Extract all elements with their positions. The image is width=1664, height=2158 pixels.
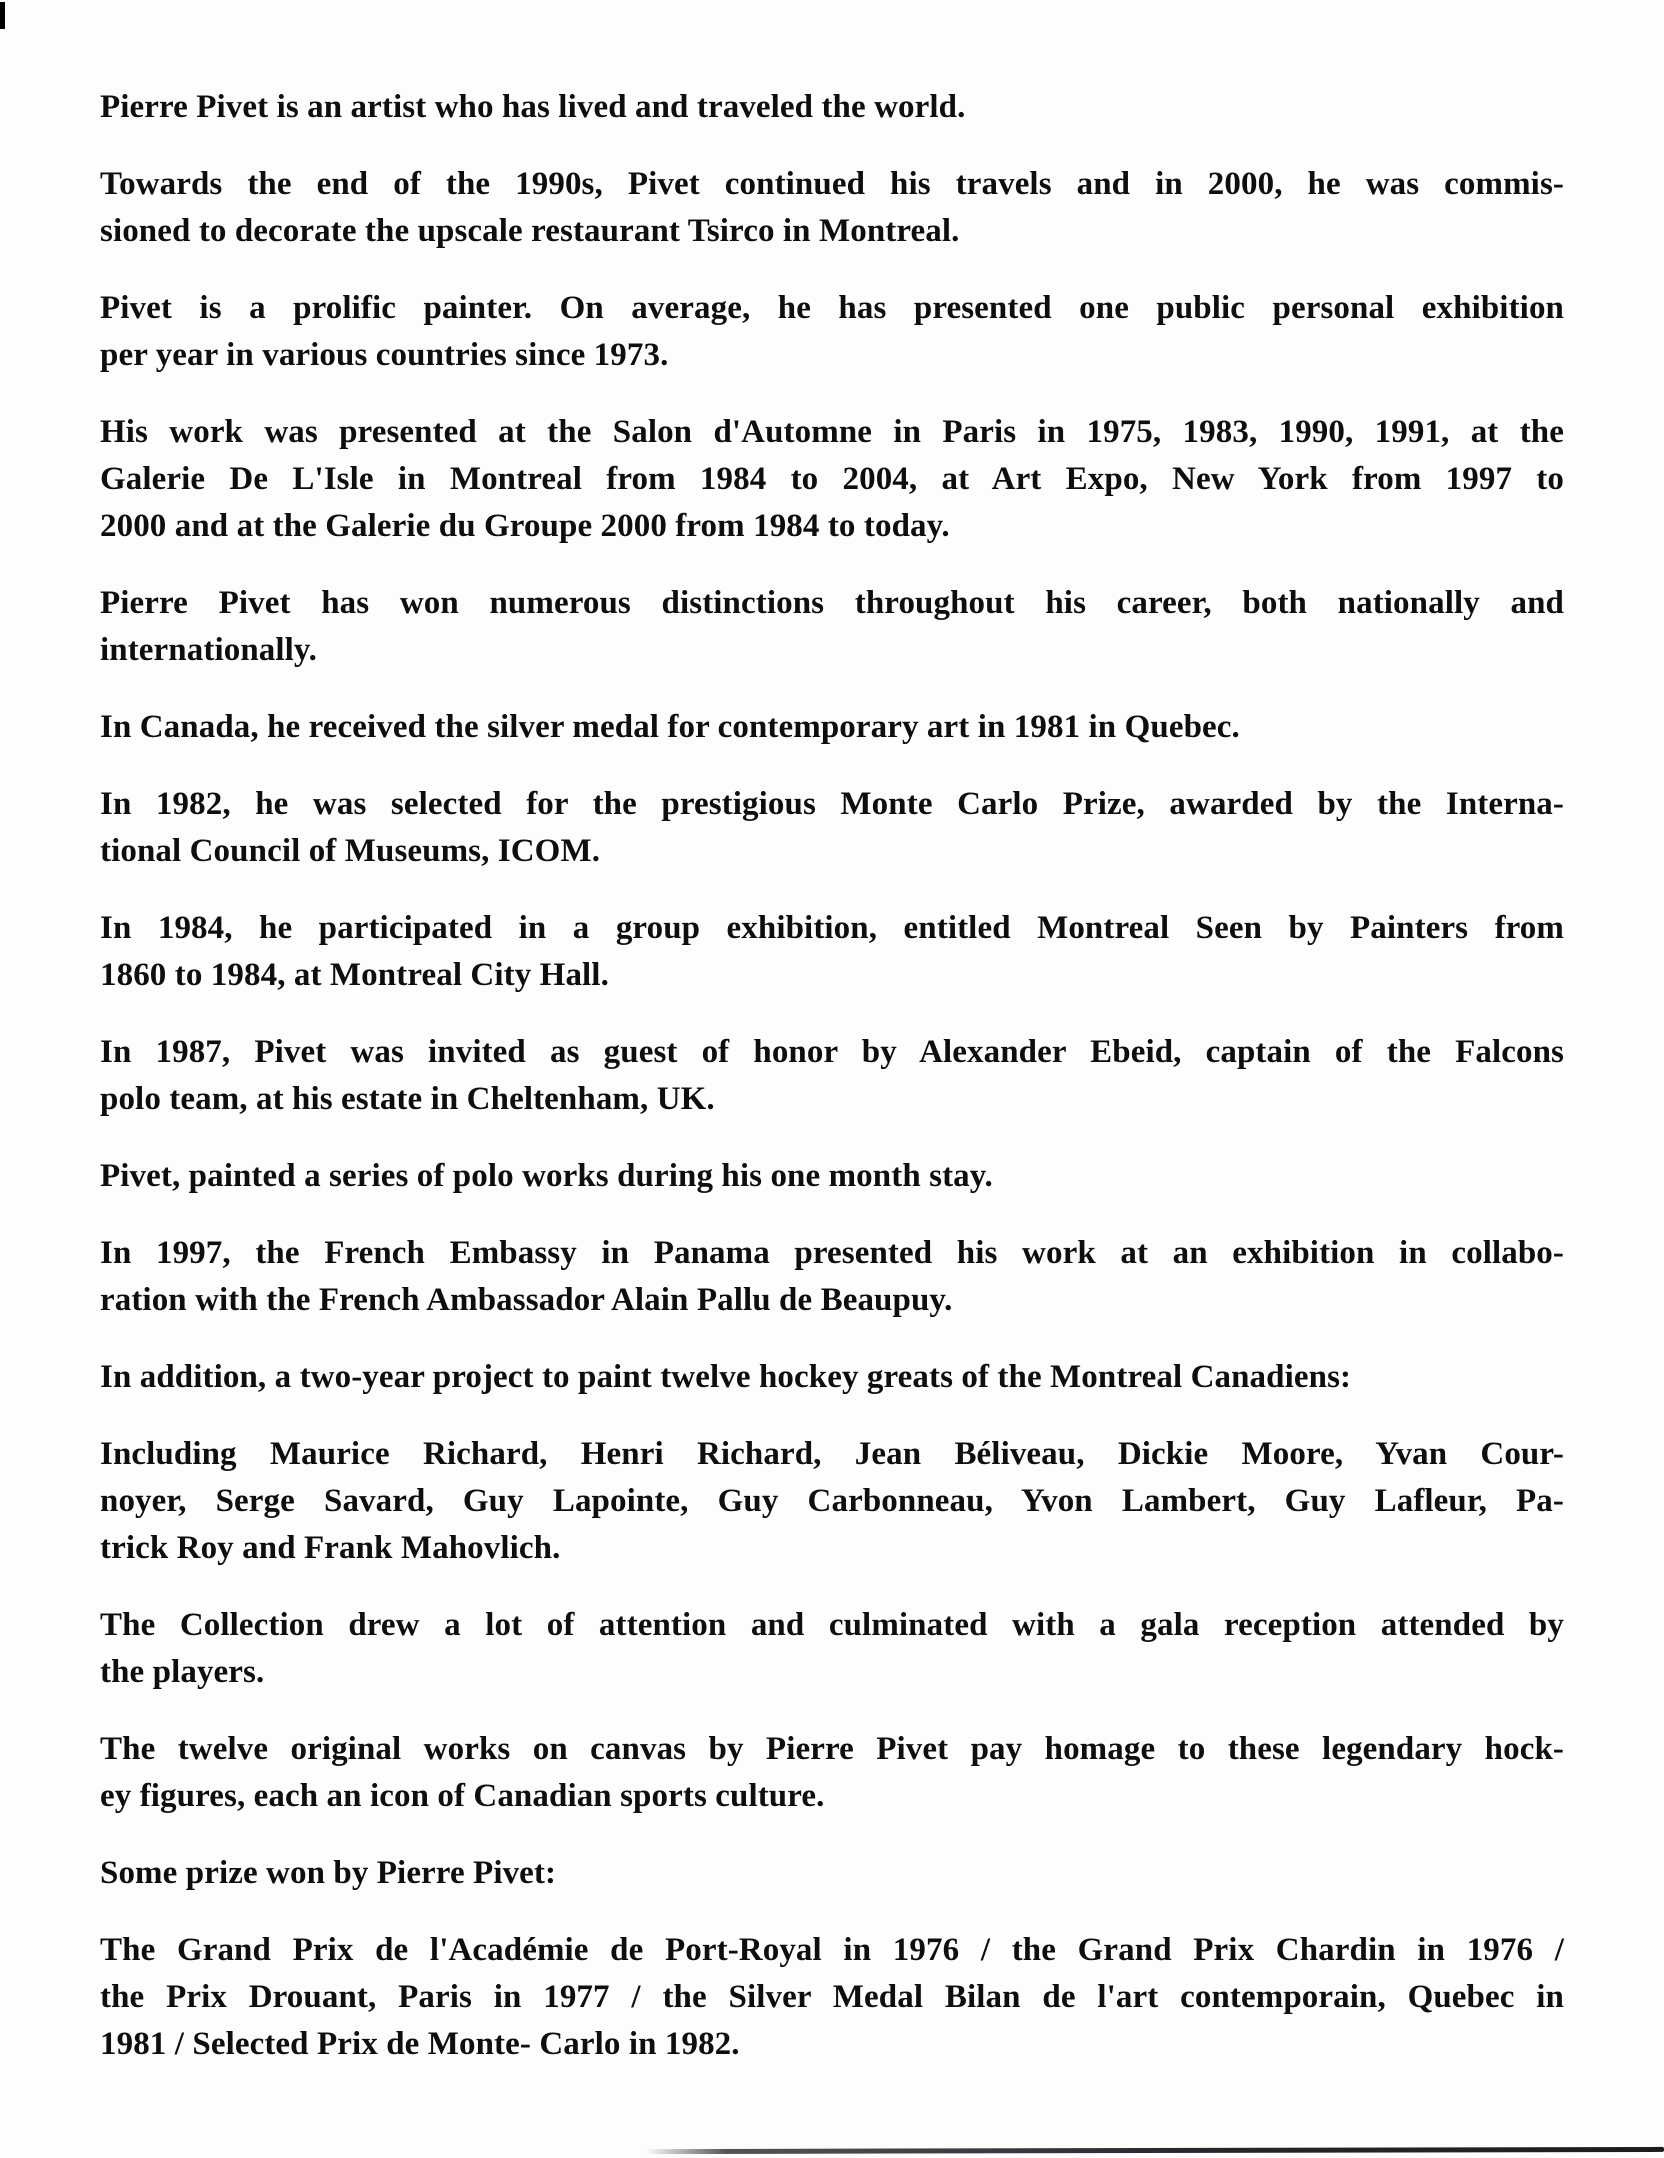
text-line: In 1997, the French Embassy in Panama presented his work at an exhibition in collabo- <box>100 1235 1564 1271</box>
text-line: tional Council of Museums, ICOM. <box>100 833 601 869</box>
text-line: Some prize won by Pierre Pivet: <box>100 1855 557 1891</box>
text-line: polo team, at his estate in Cheltenham, UK. <box>100 1081 715 1117</box>
text-line: noyer, Serge Savard, Guy Lapointe, Guy Carbonneau, Yvon Lambert, Guy Lafleur, Pa- <box>100 1483 1564 1519</box>
text-line: trick Roy and Frank Mahovlich. <box>100 1530 561 1566</box>
text-line: 2000 and at the Galerie du Groupe 2000 from 1984 to today. <box>100 508 950 544</box>
document-text <box>100 84 1564 2098</box>
text-line: internationally. <box>100 632 318 668</box>
text-line: The Collection drew a lot of attention and culminated with a gala reception attended by <box>100 1607 1564 1643</box>
scan-artifact-top-left-mark <box>0 2 5 29</box>
text-line: 1981 / Selected Prix de Monte- Carlo in 1982. <box>100 2026 740 2062</box>
text-line: In 1982, he was selected for the prestigious Monte Carlo Prize, awarded by the Interna- <box>100 786 1564 822</box>
paragraph <box>100 161 1564 255</box>
paragraph <box>100 580 1564 674</box>
paragraph <box>100 1354 1564 1401</box>
text-line: sioned to decorate the upscale restaurant Tsirco in Montreal. <box>100 213 960 249</box>
paragraph <box>100 1230 1564 1324</box>
paragraph <box>100 1153 1564 1200</box>
paragraph <box>100 905 1564 999</box>
text-line: In Canada, he received the silver medal for contemporary art in 1981 in Quebec. <box>100 709 1240 745</box>
text-line: Galerie De L'Isle in Montreal from 1984 to 2004, at Art Expo, New York from 1997 to <box>100 461 1564 497</box>
paragraph <box>100 704 1564 751</box>
paragraph <box>100 1850 1564 1897</box>
text-line: Pivet is a prolific painter. On average, he has presented one public personal exhibition <box>100 290 1564 326</box>
text-line: His work was presented at the Salon d'Automne in Paris in 1975, 1983, 1990, 1991, at the <box>100 414 1564 450</box>
paragraph <box>100 1029 1564 1123</box>
text-line: In 1987, Pivet was invited as guest of honor by Alexander Ebeid, captain of the Falcons <box>100 1034 1564 1070</box>
text-line: ration with the French Ambassador Alain Pallu de Beaupuy. <box>100 1282 953 1318</box>
text-line: In addition, a two-year project to paint twelve hockey greats of the Montreal Canadiens: <box>100 1359 1352 1395</box>
text-line: In 1984, he participated in a group exhibition, entitled Montreal Seen by Painters from <box>100 910 1564 946</box>
paragraph <box>100 1602 1564 1696</box>
text-line: Towards the end of the 1990s, Pivet continued his travels and in 2000, he was commis- <box>100 166 1564 202</box>
text-line: ey figures, each an icon of Canadian sports culture. <box>100 1778 825 1814</box>
paragraph <box>100 1431 1564 1572</box>
paragraph <box>100 285 1564 379</box>
paragraph <box>100 1726 1564 1820</box>
text-line: per year in various countries since 1973. <box>100 337 669 373</box>
text-line: The twelve original works on canvas by Pierre Pivet pay homage to these legendary hock- <box>100 1731 1564 1767</box>
paragraph <box>100 781 1564 875</box>
paragraph <box>100 409 1564 550</box>
scan-artifact-bottom-edge-line <box>645 2147 1664 2154</box>
text-line: the players. <box>100 1654 265 1690</box>
text-line: Pivet, painted a series of polo works during his one month stay. <box>100 1158 993 1194</box>
paragraph <box>100 1927 1564 2068</box>
text-line: Pierre Pivet has won numerous distinctions throughout his career, both nationally and <box>100 585 1564 621</box>
text-line: Pierre Pivet is an artist who has lived and traveled the world. <box>100 89 966 125</box>
text-line: 1860 to 1984, at Montreal City Hall. <box>100 957 609 993</box>
text-line: Including Maurice Richard, Henri Richard, Jean Béliveau, Dickie Moore, Yvan Cour- <box>100 1436 1564 1472</box>
text-line: The Grand Prix de l'Académie de Port-Royal in 1976 / the Grand Prix Chardin in 1976 / <box>100 1932 1564 1968</box>
paragraph <box>100 84 1564 131</box>
text-line: the Prix Drouant, Paris in 1977 / the Silver Medal Bilan de l'art contemporain, Quebec in <box>100 1979 1564 2015</box>
